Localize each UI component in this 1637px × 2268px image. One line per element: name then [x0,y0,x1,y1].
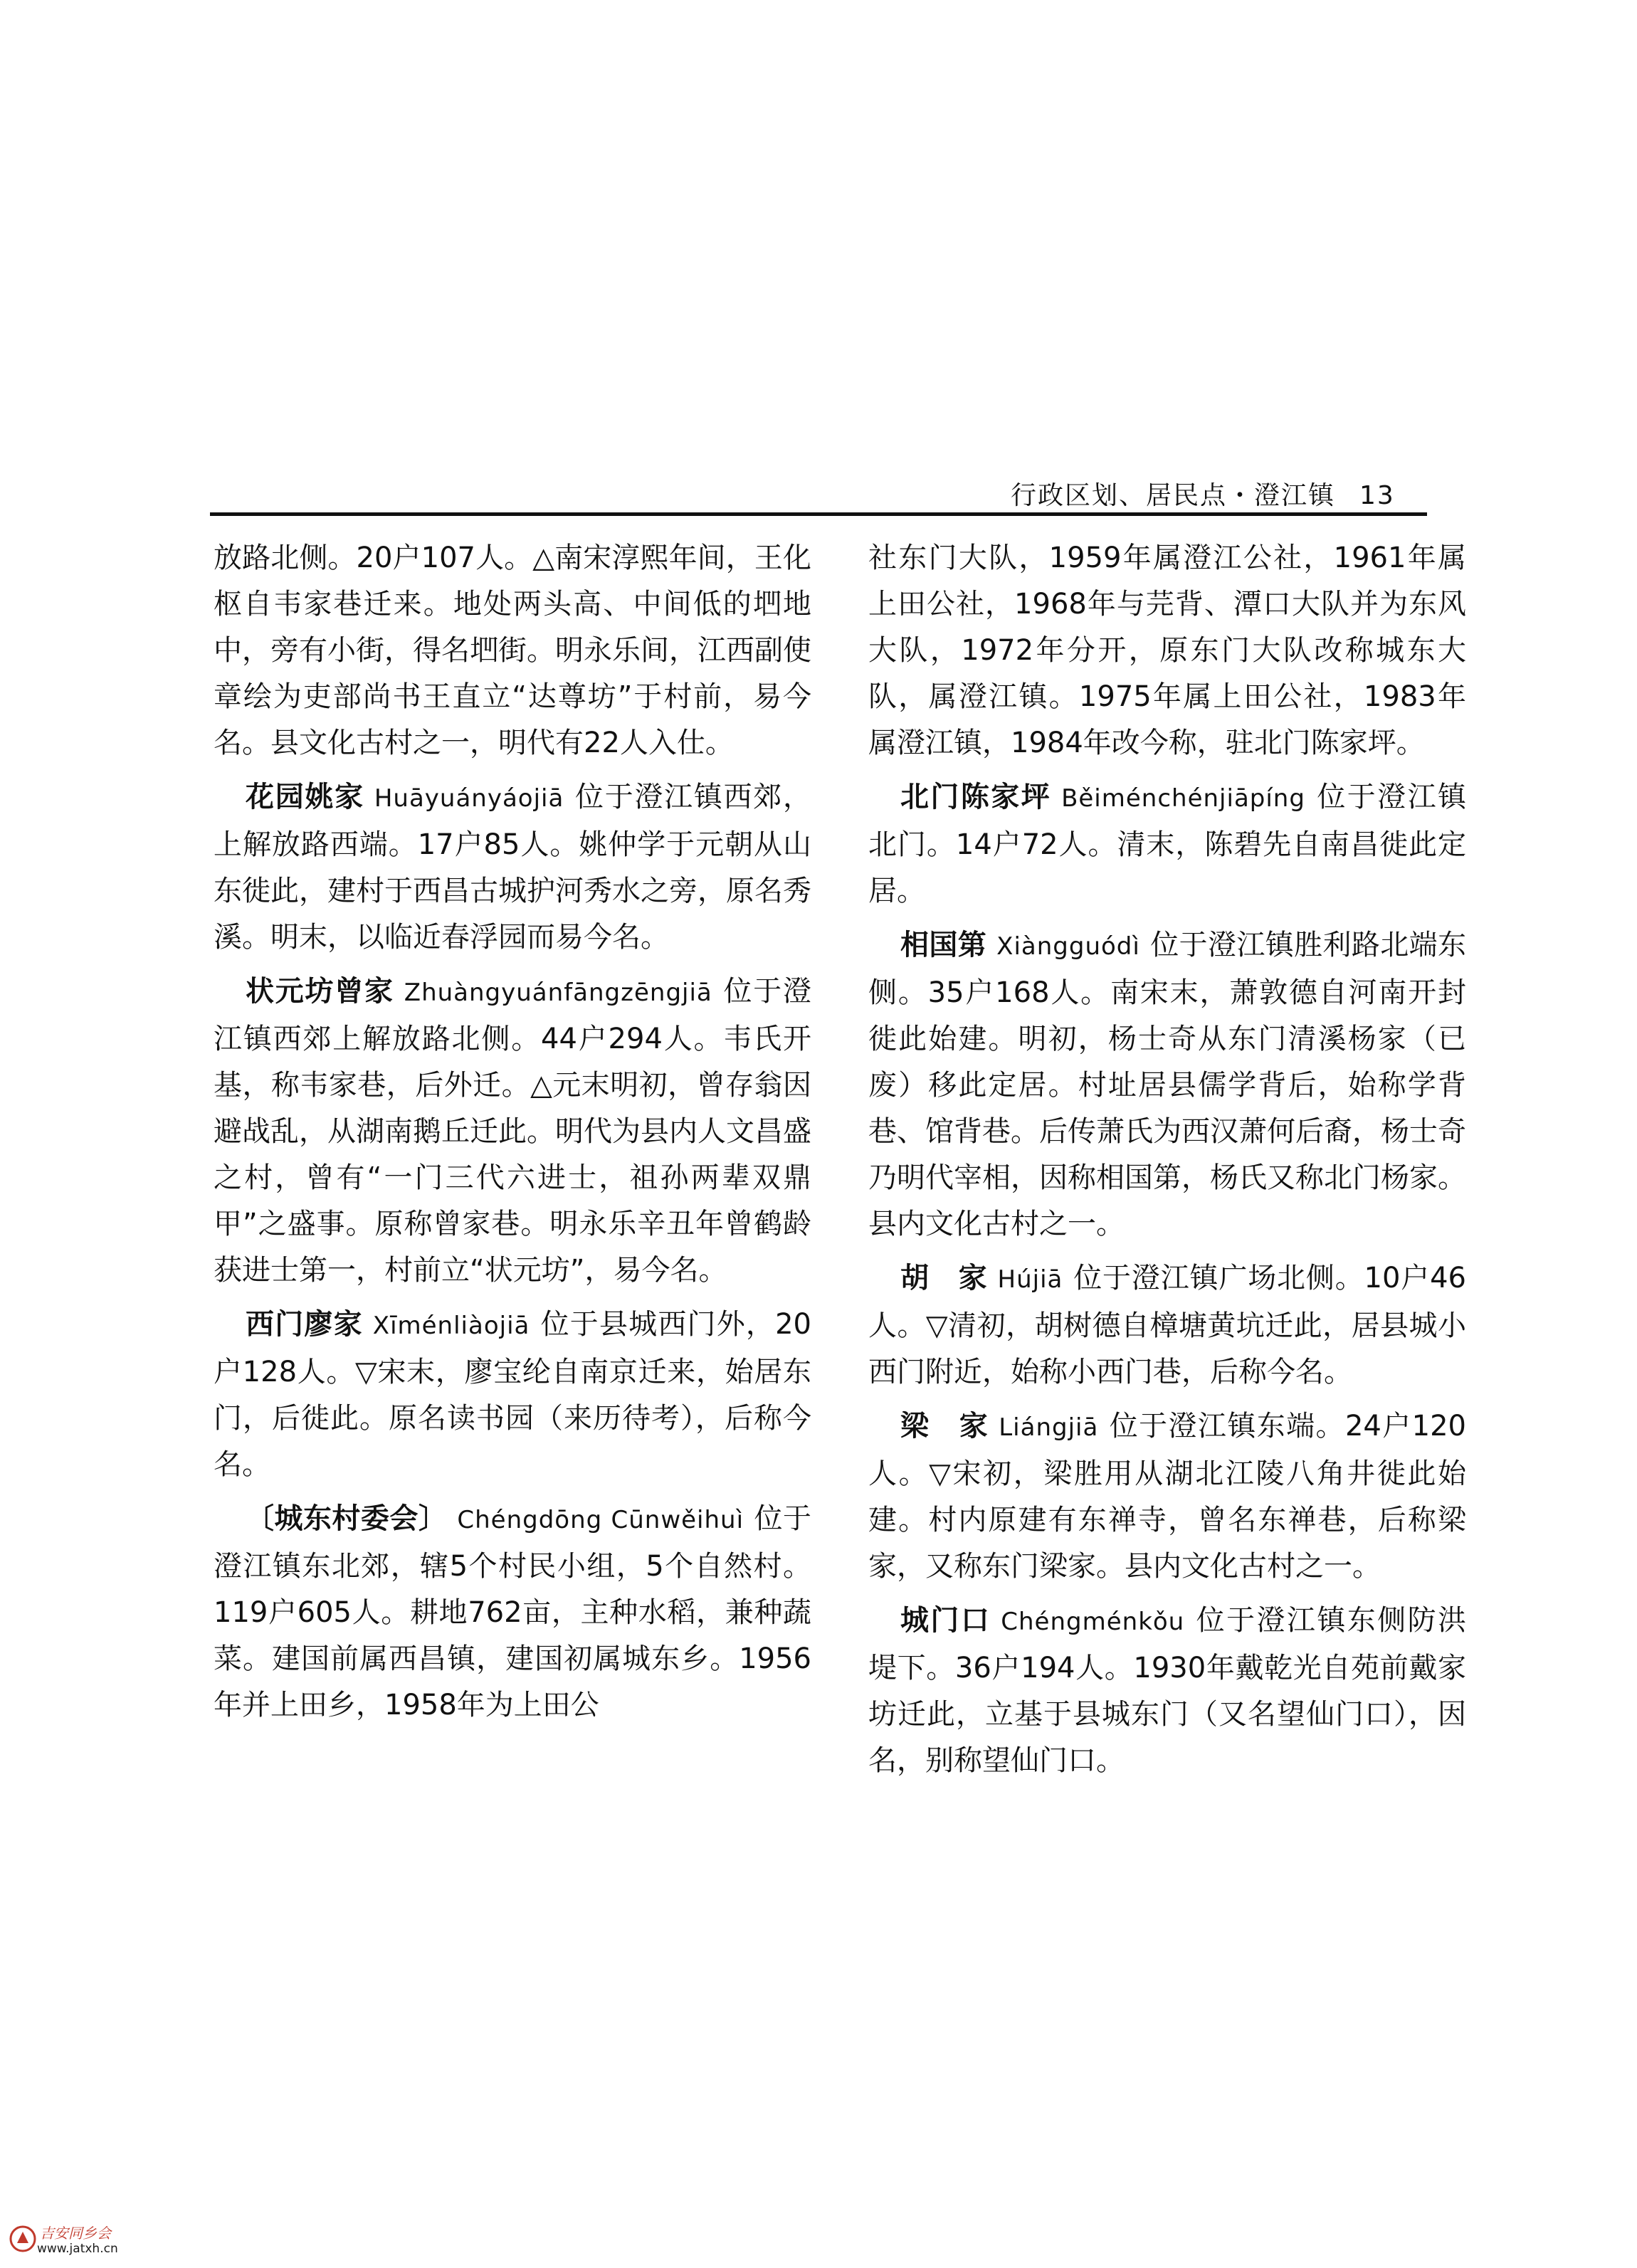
entry-term: 〔城东村委会〕 [246,1502,448,1535]
entry-text: 位于澄江镇西郊上解放路北侧。44户294人。韦氏开基，称韦家巷，后外迁。△元末明初，曾存翁因避战乱，从湖南鹅丘迁此。明代为县内人文昌盛之村，曾有“一门三代六进士，祖孙两辈双鼎甲”之盛事。原称曾家巷。明永乐辛丑年曾鹤龄获进士第一，村前立“状元坊”，易今名。 [214,975,812,1287]
entry-xiangguodi [868,922,1466,1248]
entry-text: 放路北侧。20户107人。△南宋淳熙年间，王化枢自韦家巷迁来。地处两头高、中间低的垇地中，旁有小街，得名垇街。明永乐间，江西副使章绘为吏部尚书王直立“达尊坊”于村前，易今名。县文化古村之一，明代有22人入仕。 [214,542,811,759]
entry-term: 北门陈家坪 [900,781,1052,813]
entry-huayuan-yaojia [214,774,811,961]
entry-text: 位于县城西门外，20户128人。▽宋末，廖宝纶自南京迁来，始居东门，后徙此。原名读书园（来历待考），后称今名。 [214,1308,812,1481]
entry-term: 相国第 [900,929,987,961]
entry-hujia [868,1255,1466,1396]
entry-term: 梁 家 [900,1410,989,1442]
left-column [214,535,811,1736]
entry-zhuangyuanfang-zengjia [214,969,811,1294]
entry-text: 位于澄江镇广场北侧。10户46人。▽清初，胡树德自樟塘黄坑迁此，居县城小西门附近，始称小西门巷，后称今名。 [868,1262,1467,1388]
entry-text: 社东门大队，1959年属澄江公社，1961年属上田公社，1968年与芫背、潭口大队并为东风大队，1972年分开，原东门大队改称城东大队，属澄江镇。1975年属上田公社，1983年属澄江镇，1984年改今称，驻北门陈家坪。 [868,542,1466,759]
entry-beimen-chenjiaping [868,774,1466,914]
entry-term: 花园姚家 [246,781,364,813]
entry-term: 城门口 [900,1604,991,1637]
entry-pinyin: Běiménchénjiāpíng [1061,784,1305,813]
entry-text: 位于澄江镇西郊，上解放路西端。17户85人。姚仲学于元朝从山东徙此，建村于西昌古城护河秀水之旁，原名秀溪。明末，以临近春浮园而易今名。 [214,781,812,954]
entry-text: 位于澄江镇胜利路北端东侧。35户168人。南宋末，萧敦德自河南开封徙此始建。明初，杨士奇从东门清溪杨家（已废）移此定居。村址居县儒学背后，始称学背巷、馆背巷。后传萧氏为西汉萧何后裔，杨士奇乃明代宰相，因称相国第，杨氏又称北门杨家。县内文化古村之一。 [868,929,1467,1240]
entry-liangjia [868,1403,1466,1590]
seal-logo-icon [9,2225,37,2253]
right-column [868,535,1466,1792]
entry-term: 西门廖家 [246,1308,363,1341]
watermark [9,2220,172,2262]
entry-pinyin: Hújiā [997,1265,1063,1294]
entry-chengdong-cunweihui [214,1496,811,1729]
continued-paragraph [214,535,811,766]
entry-term: 状元坊曾家 [246,975,394,1008]
entry-pinyin: Xiàngguódì [996,932,1140,961]
header-section-title: 行政区划、居民点・澄江镇 [1011,481,1336,510]
watermark-title: 吉安同乡会 [40,2225,111,2242]
entry-pinyin: Chéngdōng Cūnwěihuì [457,1506,744,1534]
entry-term: 胡 家 [900,1262,988,1294]
entry-pinyin: Liángjiā [999,1413,1099,1442]
page-number: 13 [1359,481,1395,510]
entry-pinyin: Huāyuányáojiā [374,784,564,813]
entry-text: 位于澄江镇北门。14户72人。清末，陈碧先自南昌徙此定居。 [868,781,1466,907]
entry-ximen-liaojia [214,1302,811,1488]
continued-paragraph [868,535,1466,766]
entry-text: 位于澄江镇东侧防洪堤下。36户194人。1930年戴乾光自苑前戴家坊迁此，立基于县城东门（又名望仙门口），因名，别称望仙门口。 [868,1604,1467,1777]
entry-pinyin: Xīménliàojiā [372,1312,530,1340]
header-rule [210,512,1427,516]
entry-pinyin: Chéngménkǒu [1001,1608,1185,1636]
entry-pinyin: Zhuàngyuánfāngzēngjiā [404,979,712,1007]
entry-chengmenkou [868,1598,1466,1784]
watermark-url[interactable]: www.jatxh.cn [37,2242,118,2256]
entry-text: 位于澄江镇东北郊，辖5个村民小组，5个自然村。119户605人。耕地762亩，主种水稻，兼种蔬菜。建国前属西昌镇，建国初属城东乡。1956年并上田乡，1958年为上田公 [214,1502,812,1721]
running-header [1011,475,1395,512]
entry-text: 位于澄江镇东端。24户120人。▽宋初，梁胜用从湖北江陵八角井徙此始建。村内原建有东禅寺，曾名东禅巷，后称梁家，又称东门梁家。县内文化古村之一。 [868,1410,1467,1583]
